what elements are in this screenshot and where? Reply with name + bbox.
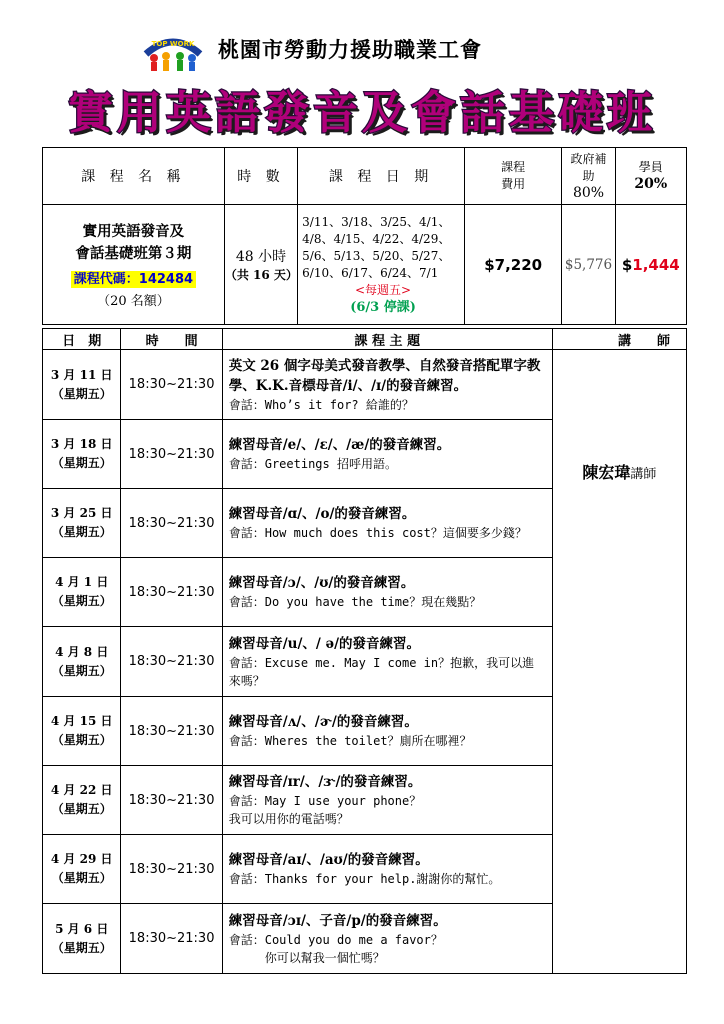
org-name: 桃園市勞動力援助職業工會	[218, 37, 482, 62]
schedule-row: 3 月 25 日 （星期五） 18:30~21:30 練習母音/ɑ/、/o/的發音練習。 會話：How much does this cost？這個要多少錢？	[43, 489, 687, 558]
svg-text:TOP WORK: TOP WORK	[151, 40, 195, 48]
course-title: 實用英語發音及會話基礎班	[67, 86, 656, 139]
header-hours: 時 數	[224, 148, 297, 205]
teacher-name: 陳宏瑋	[582, 463, 631, 482]
schedule-row: 4 月 15 日 （星期五） 18:30~21:30 練習母音/ʌ/、/ɚ/的發音練習。 會話：Wheres the toilet？廁所在哪裡？	[43, 697, 687, 766]
gov-amount: $5,776	[562, 205, 615, 325]
header-teacher: 講 師	[552, 329, 686, 350]
header-course-name: 課 程 名 稱	[43, 148, 225, 205]
schedule-row: 4 月 22 日 （星期五） 18:30~21:30 練習母音/ɪr/、/ɝ/的發音練習。 會話：May I use your phone？ 我可以用你的電話嗎？	[43, 766, 687, 835]
schedule-row: 4 月 8 日 （星期五） 18:30~21:30 練習母音/u/、/ ə/的發音練習。 會話：Excuse me. May I come in？抱歉，我可以進來嗎？	[43, 627, 687, 697]
teacher-cell: 陳宏瑋講師	[552, 350, 686, 974]
header-time: 時 間	[121, 329, 222, 350]
header-dates: 課 程 日 期	[298, 148, 465, 205]
header-student-share: 學員 20%	[615, 148, 686, 205]
schedule-row: 4 月 29 日 （星期五） 18:30~21:30 練習母音/aɪ/、/aʊ/的發音練習。 會話：Thanks for your help.謝謝你的幫忙。	[43, 835, 687, 904]
course-name-cell: 實用英語發音及 會話基礎班第３期 課程代碼：142484 （20 名額）	[43, 205, 225, 325]
header-gov-subsidy: 政府補 助 80%	[562, 148, 615, 205]
schedule-row: 3 月 11 日 （星期五） 18:30~21:30 英文 26 個字母美式發音教學、自然發音搭配單字教學、K.K.音標母音/i/、/ɪ/的發音練習。 會話：Who’s it for? 給誰的？ 陳宏瑋講師	[43, 350, 687, 420]
header-topic: 課 程 主 題	[222, 329, 552, 350]
quota: （20 名額）	[97, 293, 170, 309]
student-amount: $1,444	[615, 205, 686, 325]
weekday-note: <每週五>	[354, 282, 412, 297]
top-work-logo	[140, 32, 206, 72]
schedule-row: 4 月 1 日 （星期五） 18:30~21:30 練習母音/ɔ/、/ʊ/的發音練習。 會話：Do you have the time？現在幾點？	[43, 558, 687, 627]
schedule-row: 3 月 18 日 （星期五） 18:30~21:30 練習母音/e/、/ɛ/、/æ/的發音練習。 會話：Greetings 招呼用語。	[43, 420, 687, 489]
hours-cell: 48 小時 （共 16 天）	[224, 205, 297, 325]
header-fee: 課程 費用	[464, 148, 561, 205]
schedule-table	[42, 328, 687, 974]
course-info-table	[42, 147, 687, 325]
holiday-note: (6/3 停課)	[350, 299, 416, 315]
course-code: 課程代碼：142484	[71, 271, 196, 288]
fee-amount: $7,220	[464, 205, 561, 325]
schedule-row: 5 月 6 日 （星期五） 18:30~21:30 練習母音/ɔɪ/、子音/p/的發音練習。 會話：Could you do me a favor？ 你可以幫我一個忙嗎？	[43, 904, 687, 974]
header-date: 日 期	[43, 329, 121, 350]
header	[0, 28, 724, 68]
dates-cell: 3/11、3/18、3/25、4/1、 4/8、4/15、4/22、4/29、 5/6、5/13、5/20、5/27、 6/10、6/17、6/24、7/1 <每週五> (6/3 停課)	[298, 205, 465, 325]
